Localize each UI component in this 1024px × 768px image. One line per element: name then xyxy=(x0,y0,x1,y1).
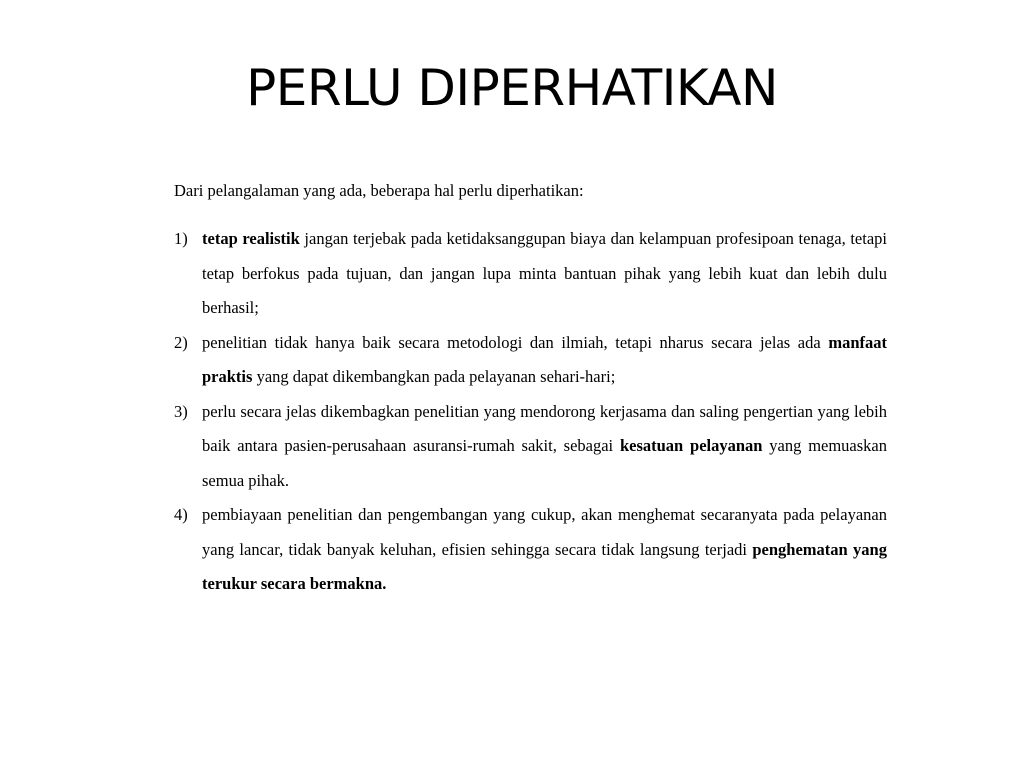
list-item-text-after: jangan terjebak pada ketidaksanggupan biaya dan kelampuan profesipoan tenaga, tetapi tetap berfokus pada tujuan, dan jangan lupa minta bantuan pihak yang lebih kuat dan lebih dulu berhasil; xyxy=(202,229,887,317)
list-item-number: 4) xyxy=(174,505,188,524)
list-item-bold-text: kesatuan pelayanan xyxy=(619,436,763,455)
list-item-text xyxy=(202,326,887,395)
list-item-text-before: penelitian tidak hanya baik secara metodologi dan ilmiah, tetapi nharus secara jelas ada xyxy=(202,332,829,352)
list-item xyxy=(174,222,887,326)
list-item-bold-text: manfaat praktis xyxy=(202,332,887,386)
list-item-bold-text: penghematan yang terukur secara bermakna. xyxy=(202,539,887,593)
list-item xyxy=(174,498,887,602)
list-item xyxy=(174,395,887,499)
list-item-bold-text: tetap realistik xyxy=(202,229,300,248)
list-item-text-after: yang memuaskan semua pihak. xyxy=(202,436,887,490)
list-item-text xyxy=(202,498,887,602)
list-item-text xyxy=(202,222,887,326)
list-item-number: 1) xyxy=(174,229,188,248)
list-item-text-after: yang dapat dikembangkan pada pelayanan sehari-hari; xyxy=(252,367,616,386)
intro-text: Dari pelangalaman yang ada, beberapa hal perlu diperhatikan: xyxy=(174,181,584,200)
list-item-number: 3) xyxy=(174,401,188,421)
numbered-list xyxy=(174,222,887,602)
list-item-number: 2) xyxy=(174,332,188,352)
list-item xyxy=(174,326,887,395)
slide-title: PERLU DIPERHATIKAN xyxy=(246,59,778,117)
list-item-text-before: pembiayaan penelitian dan pengembangan yang cukup, akan menghemat secaranyata pada pelayanan yang lancar, tidak banyak keluhan, efisien sehingga secara tidak langsung terjadi xyxy=(202,505,887,559)
list-item-text xyxy=(202,395,887,499)
list-item-text-before: perlu secara jelas dikembagkan penelitian yang mendorong kerjasama dan saling pengertian yang lebih baik antara pasien-perusahaan asuransi-rumah sakit, sebagai xyxy=(202,401,887,455)
slide-content xyxy=(174,176,887,602)
